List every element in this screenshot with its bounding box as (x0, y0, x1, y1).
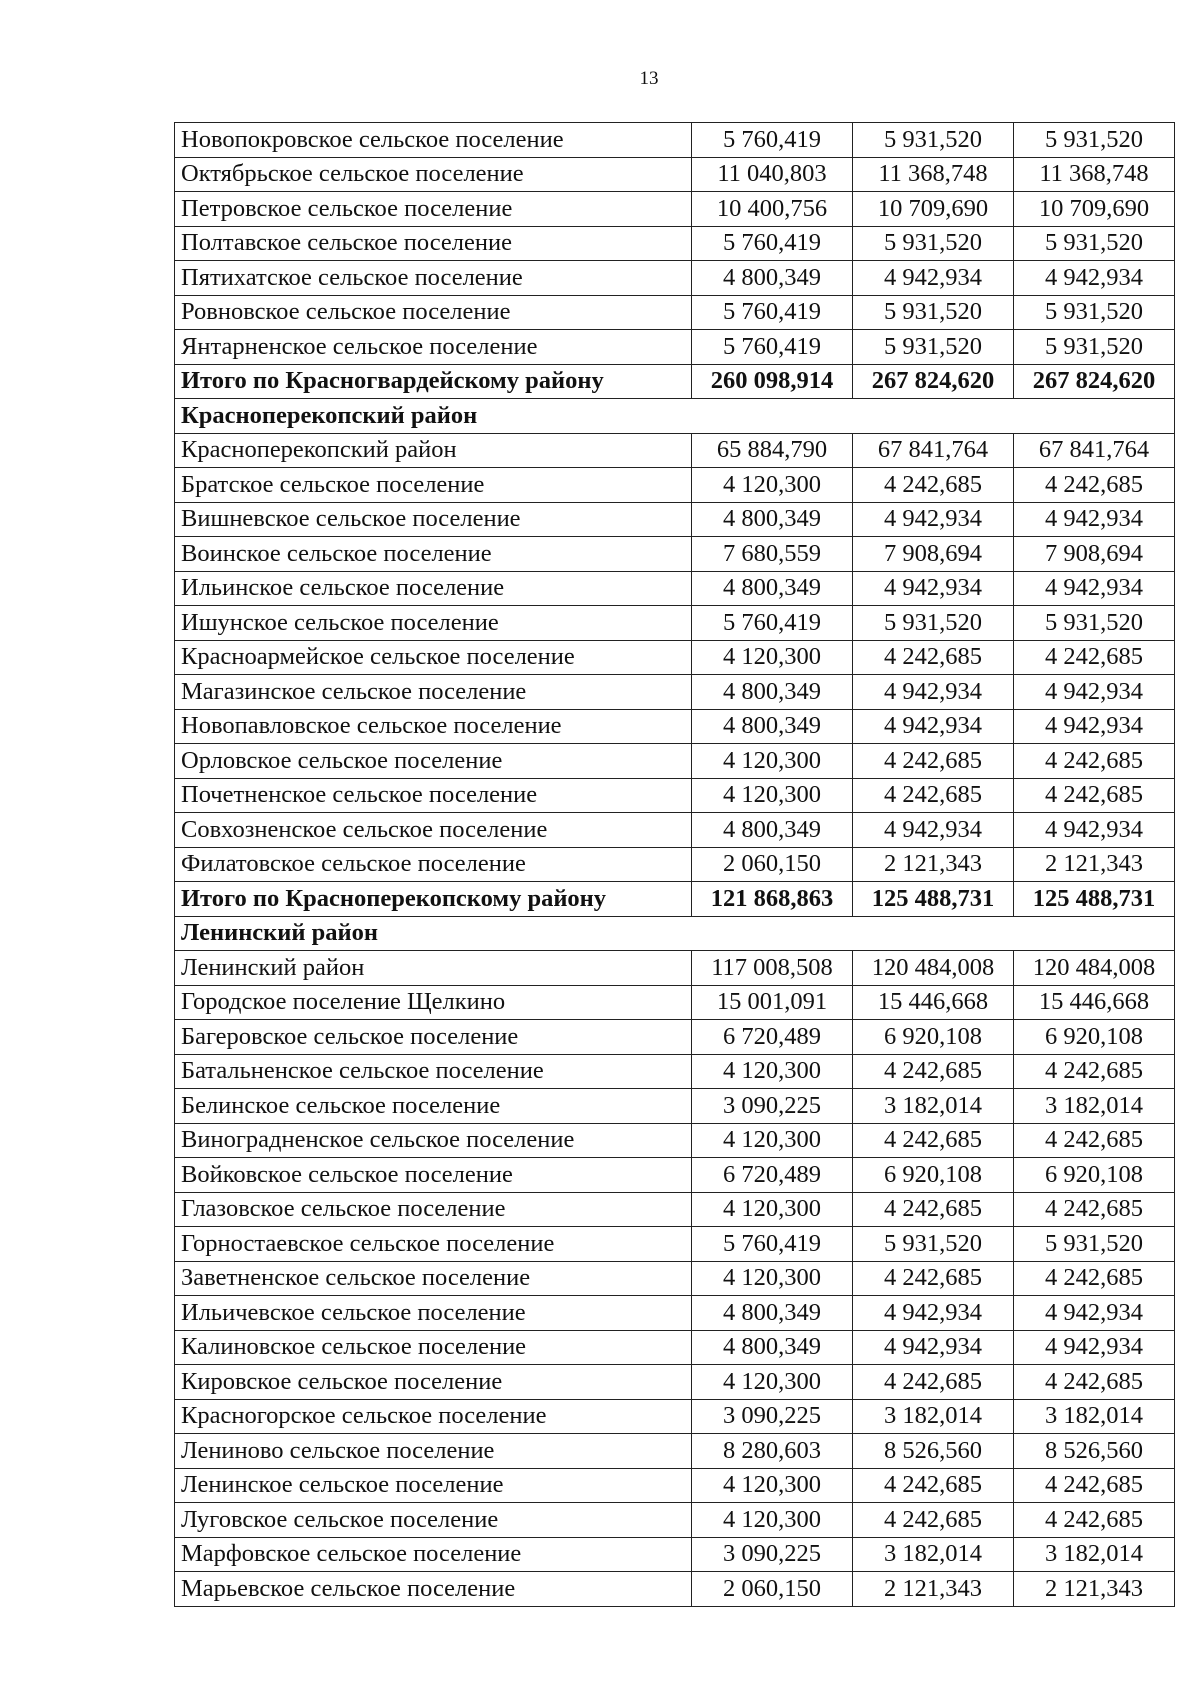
amount-col-3: 4 942,934 (1014, 571, 1175, 606)
settlement-name: Пятихатское сельское поселение (175, 261, 692, 296)
amount-col-3: 4 242,685 (1014, 1123, 1175, 1158)
settlement-name: Кировское сельское поселение (175, 1365, 692, 1400)
amount-col-1: 4 800,349 (692, 675, 853, 710)
settlement-name: Белинское сельское поселение (175, 1089, 692, 1124)
amount-col-1: 5 760,419 (692, 226, 853, 261)
table-row (175, 1399, 1175, 1434)
amount-col-1: 4 120,300 (692, 1261, 853, 1296)
amount-col-1: 4 120,300 (692, 1468, 853, 1503)
amount-col-2: 4 242,685 (853, 640, 1014, 675)
amount-col-2: 4 242,685 (853, 1261, 1014, 1296)
settlement-name: Ильичевское сельское поселение (175, 1296, 692, 1331)
amount-col-2: 2 121,343 (853, 847, 1014, 882)
table-row (175, 157, 1175, 192)
amount-col-1: 4 120,300 (692, 778, 853, 813)
amount-col-3: 10 709,690 (1014, 192, 1175, 227)
amount-col-2: 5 931,520 (853, 1227, 1014, 1262)
settlement-name: Ровновское сельское поселение (175, 295, 692, 330)
amount-col-1: 4 120,300 (692, 640, 853, 675)
amount-col-1: 4 120,300 (692, 744, 853, 779)
settlement-name: Воинское сельское поселение (175, 537, 692, 572)
amount-col-3: 4 942,934 (1014, 1296, 1175, 1331)
amount-col-3: 3 182,014 (1014, 1399, 1175, 1434)
amount-col-1: 121 868,863 (692, 882, 853, 917)
amount-col-3: 4 242,685 (1014, 1468, 1175, 1503)
budget-table-body (175, 123, 1175, 1607)
amount-col-3: 4 242,685 (1014, 1503, 1175, 1538)
amount-col-3: 120 484,008 (1014, 951, 1175, 986)
amount-col-3: 3 182,014 (1014, 1089, 1175, 1124)
table-row (175, 192, 1175, 227)
settlement-name: Багеровское сельское поселение (175, 1020, 692, 1055)
table-row (175, 951, 1175, 986)
amount-col-2: 67 841,764 (853, 433, 1014, 468)
amount-col-3: 4 242,685 (1014, 744, 1175, 779)
amount-col-3: 4 242,685 (1014, 778, 1175, 813)
table-row (175, 709, 1175, 744)
amount-col-2: 4 242,685 (853, 1503, 1014, 1538)
table-row (175, 1158, 1175, 1193)
amount-col-1: 6 720,489 (692, 1158, 853, 1193)
settlement-name: Итого по Красноперекопскому району (175, 882, 692, 917)
amount-col-1: 3 090,225 (692, 1399, 853, 1434)
settlement-name: Луговское сельское поселение (175, 1503, 692, 1538)
settlement-name: Городское поселение Щелкино (175, 985, 692, 1020)
amount-col-1: 4 120,300 (692, 1192, 853, 1227)
settlement-name: Марфовское сельское поселение (175, 1537, 692, 1572)
amount-col-1: 8 280,603 (692, 1434, 853, 1469)
amount-col-1: 5 760,419 (692, 295, 853, 330)
amount-col-3: 11 368,748 (1014, 157, 1175, 192)
amount-col-1: 4 800,349 (692, 261, 853, 296)
amount-col-3: 5 931,520 (1014, 1227, 1175, 1262)
table-row (175, 537, 1175, 572)
table-row (175, 330, 1175, 365)
amount-col-3: 7 908,694 (1014, 537, 1175, 572)
amount-col-1: 260 098,914 (692, 364, 853, 399)
amount-col-1: 2 060,150 (692, 1572, 853, 1607)
amount-col-3: 2 121,343 (1014, 847, 1175, 882)
settlement-name: Янтарненское сельское поселение (175, 330, 692, 365)
amount-col-2: 5 931,520 (853, 226, 1014, 261)
amount-col-2: 7 908,694 (853, 537, 1014, 572)
amount-col-1: 5 760,419 (692, 123, 853, 158)
amount-col-2: 4 942,934 (853, 571, 1014, 606)
amount-col-1: 15 001,091 (692, 985, 853, 1020)
table-row (175, 675, 1175, 710)
settlement-name: Калиновское сельское поселение (175, 1330, 692, 1365)
settlement-name: Марьевское сельское поселение (175, 1572, 692, 1607)
amount-col-3: 4 242,685 (1014, 1192, 1175, 1227)
amount-col-1: 2 060,150 (692, 847, 853, 882)
amount-col-2: 120 484,008 (853, 951, 1014, 986)
table-row (175, 1365, 1175, 1400)
settlement-name: Братское сельское поселение (175, 468, 692, 503)
amount-col-2: 10 709,690 (853, 192, 1014, 227)
amount-col-2: 6 920,108 (853, 1020, 1014, 1055)
amount-col-1: 6 720,489 (692, 1020, 853, 1055)
settlement-name: Октябрьское сельское поселение (175, 157, 692, 192)
settlement-name: Ильинское сельское поселение (175, 571, 692, 606)
settlement-name: Красноармейское сельское поселение (175, 640, 692, 675)
amount-col-2: 8 526,560 (853, 1434, 1014, 1469)
amount-col-3: 4 942,934 (1014, 675, 1175, 710)
settlement-name: Новопокровское сельское поселение (175, 123, 692, 158)
amount-col-3: 4 942,934 (1014, 502, 1175, 537)
amount-col-3: 125 488,731 (1014, 882, 1175, 917)
amount-col-3: 6 920,108 (1014, 1158, 1175, 1193)
amount-col-2: 5 931,520 (853, 606, 1014, 641)
table-row (175, 433, 1175, 468)
amount-col-3: 5 931,520 (1014, 123, 1175, 158)
settlement-name: Лениново сельское поселение (175, 1434, 692, 1469)
amount-col-2: 6 920,108 (853, 1158, 1014, 1193)
table-row (175, 226, 1175, 261)
amount-col-2: 3 182,014 (853, 1089, 1014, 1124)
amount-col-1: 65 884,790 (692, 433, 853, 468)
table-row (175, 261, 1175, 296)
amount-col-1: 5 760,419 (692, 1227, 853, 1262)
amount-col-1: 4 800,349 (692, 571, 853, 606)
amount-col-3: 2 121,343 (1014, 1572, 1175, 1607)
amount-col-2: 4 942,934 (853, 813, 1014, 848)
amount-col-3: 5 931,520 (1014, 295, 1175, 330)
amount-col-1: 7 680,559 (692, 537, 853, 572)
settlement-name: Заветненское сельское поселение (175, 1261, 692, 1296)
settlement-name: Войковское сельское поселение (175, 1158, 692, 1193)
amount-col-1: 5 760,419 (692, 606, 853, 641)
amount-col-2: 4 942,934 (853, 261, 1014, 296)
amount-col-2: 11 368,748 (853, 157, 1014, 192)
amount-col-2: 4 242,685 (853, 1192, 1014, 1227)
amount-col-2: 4 942,934 (853, 502, 1014, 537)
table-row (175, 1192, 1175, 1227)
amount-col-1: 5 760,419 (692, 330, 853, 365)
settlement-name: Ленинское сельское поселение (175, 1468, 692, 1503)
total-row (175, 882, 1175, 917)
table-row (175, 1123, 1175, 1158)
section-title: Красноперекопский район (175, 399, 1175, 434)
amount-col-1: 4 120,300 (692, 1365, 853, 1400)
amount-col-3: 5 931,520 (1014, 226, 1175, 261)
amount-col-2: 4 942,934 (853, 1296, 1014, 1331)
table-row (175, 847, 1175, 882)
amount-col-2: 125 488,731 (853, 882, 1014, 917)
amount-col-1: 4 800,349 (692, 502, 853, 537)
amount-col-3: 4 942,934 (1014, 709, 1175, 744)
amount-col-2: 3 182,014 (853, 1399, 1014, 1434)
table-row (175, 813, 1175, 848)
settlement-name: Петровское сельское поселение (175, 192, 692, 227)
amount-col-3: 4 242,685 (1014, 1365, 1175, 1400)
settlement-name: Ишунское сельское поселение (175, 606, 692, 641)
table-row (175, 1054, 1175, 1089)
amount-col-3: 4 242,685 (1014, 1261, 1175, 1296)
settlement-name: Ленинский район (175, 951, 692, 986)
amount-col-3: 5 931,520 (1014, 330, 1175, 365)
table-row (175, 744, 1175, 779)
amount-col-1: 4 120,300 (692, 1123, 853, 1158)
section-title: Ленинский район (175, 916, 1175, 951)
table-row (175, 778, 1175, 813)
settlement-name: Батальненское сельское поселение (175, 1054, 692, 1089)
total-row (175, 364, 1175, 399)
amount-col-1: 117 008,508 (692, 951, 853, 986)
amount-col-1: 3 090,225 (692, 1089, 853, 1124)
table-row (175, 1434, 1175, 1469)
amount-col-2: 4 942,934 (853, 709, 1014, 744)
table-row (175, 295, 1175, 330)
table-row (175, 571, 1175, 606)
table-row (175, 985, 1175, 1020)
amount-col-3: 4 942,934 (1014, 813, 1175, 848)
settlement-name: Орловское сельское поселение (175, 744, 692, 779)
settlement-name: Новопавловское сельское поселение (175, 709, 692, 744)
settlement-name: Магазинское сельское поселение (175, 675, 692, 710)
amount-col-1: 4 800,349 (692, 1330, 853, 1365)
settlement-name: Виноградненское сельское поселение (175, 1123, 692, 1158)
amount-col-3: 6 920,108 (1014, 1020, 1175, 1055)
amount-col-3: 267 824,620 (1014, 364, 1175, 399)
amount-col-3: 3 182,014 (1014, 1537, 1175, 1572)
table-row (175, 1330, 1175, 1365)
amount-col-1: 4 120,300 (692, 468, 853, 503)
amount-col-3: 67 841,764 (1014, 433, 1175, 468)
amount-col-1: 4 800,349 (692, 709, 853, 744)
table-row (175, 1227, 1175, 1262)
table-row (175, 1020, 1175, 1055)
table-row (175, 606, 1175, 641)
amount-col-2: 5 931,520 (853, 330, 1014, 365)
amount-col-2: 5 931,520 (853, 295, 1014, 330)
amount-col-2: 4 242,685 (853, 778, 1014, 813)
amount-col-2: 5 931,520 (853, 123, 1014, 158)
table-row (175, 1468, 1175, 1503)
amount-col-1: 3 090,225 (692, 1537, 853, 1572)
settlement-name: Совхозненское сельское поселение (175, 813, 692, 848)
table-row (175, 468, 1175, 503)
amount-col-1: 4 800,349 (692, 1296, 853, 1331)
amount-col-2: 3 182,014 (853, 1537, 1014, 1572)
amount-col-1: 4 800,349 (692, 813, 853, 848)
settlement-name: Итого по Красногвардейскому району (175, 364, 692, 399)
amount-col-2: 4 242,685 (853, 1123, 1014, 1158)
settlement-name: Глазовское сельское поселение (175, 1192, 692, 1227)
amount-col-1: 11 040,803 (692, 157, 853, 192)
amount-col-2: 4 242,685 (853, 1468, 1014, 1503)
amount-col-2: 2 121,343 (853, 1572, 1014, 1607)
table-row (175, 1572, 1175, 1607)
section-header-row (175, 916, 1175, 951)
table-row (175, 1089, 1175, 1124)
amount-col-2: 4 242,685 (853, 1365, 1014, 1400)
amount-col-2: 4 942,934 (853, 1330, 1014, 1365)
amount-col-3: 15 446,668 (1014, 985, 1175, 1020)
amount-col-3: 4 242,685 (1014, 1054, 1175, 1089)
amount-col-2: 15 446,668 (853, 985, 1014, 1020)
amount-col-2: 267 824,620 (853, 364, 1014, 399)
settlement-name: Филатовское сельское поселение (175, 847, 692, 882)
section-header-row (175, 399, 1175, 434)
amount-col-3: 4 942,934 (1014, 1330, 1175, 1365)
amount-col-3: 4 242,685 (1014, 640, 1175, 675)
table-row (175, 1261, 1175, 1296)
amount-col-3: 5 931,520 (1014, 606, 1175, 641)
amount-col-2: 4 942,934 (853, 675, 1014, 710)
settlement-name: Почетненское сельское поселение (175, 778, 692, 813)
amount-col-2: 4 242,685 (853, 468, 1014, 503)
amount-col-1: 10 400,756 (692, 192, 853, 227)
table-row (175, 1503, 1175, 1538)
settlement-name: Горностаевское сельское поселение (175, 1227, 692, 1262)
amount-col-3: 8 526,560 (1014, 1434, 1175, 1469)
table-row (175, 1537, 1175, 1572)
amount-col-3: 4 942,934 (1014, 261, 1175, 296)
page-number: 13 (639, 68, 659, 89)
amount-col-3: 4 242,685 (1014, 468, 1175, 503)
budget-table (174, 122, 1175, 1607)
settlement-name: Полтавское сельское поселение (175, 226, 692, 261)
table-row (175, 640, 1175, 675)
amount-col-1: 4 120,300 (692, 1503, 853, 1538)
table-row (175, 123, 1175, 158)
amount-col-2: 4 242,685 (853, 744, 1014, 779)
table-row (175, 502, 1175, 537)
settlement-name: Красноперекопский район (175, 433, 692, 468)
table-row (175, 1296, 1175, 1331)
amount-col-2: 4 242,685 (853, 1054, 1014, 1089)
settlement-name: Красногорское сельское поселение (175, 1399, 692, 1434)
amount-col-1: 4 120,300 (692, 1054, 853, 1089)
settlement-name: Вишневское сельское поселение (175, 502, 692, 537)
